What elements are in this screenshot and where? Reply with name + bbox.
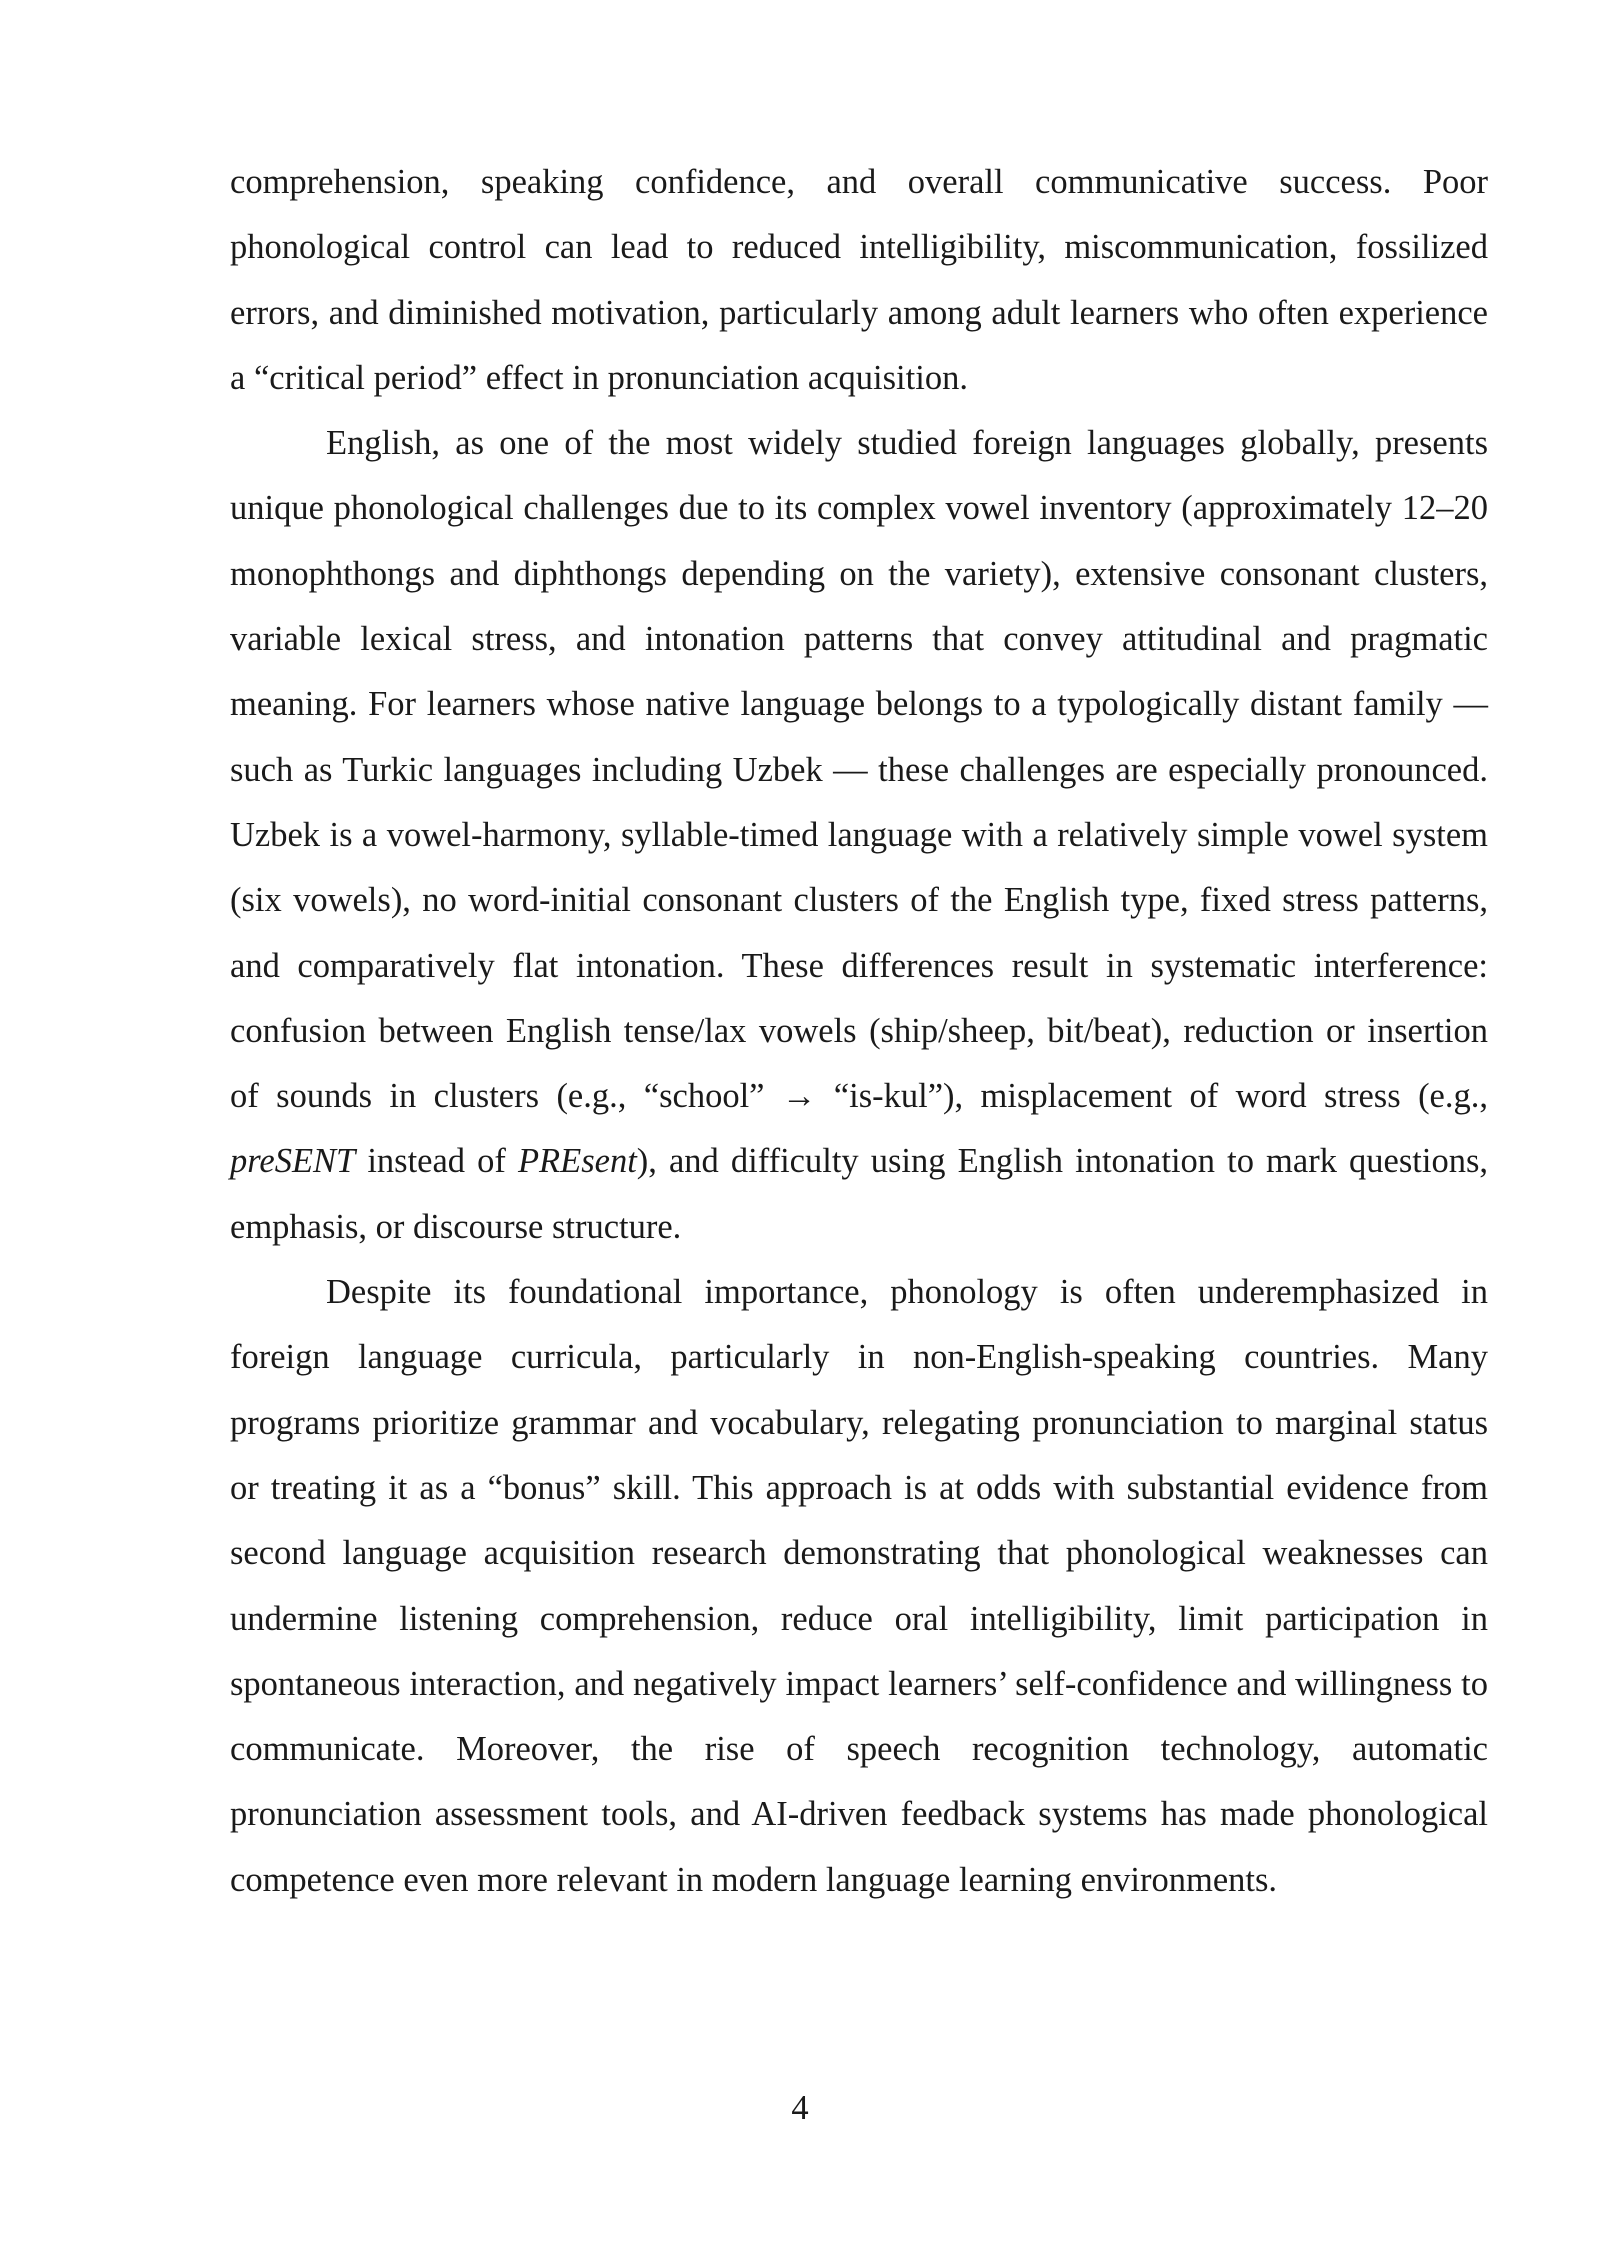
paragraph-2-text-c: ), and difficulty using English intonation to mark questions, emphasis, or discourse structure.: [230, 1142, 1488, 1246]
paragraph-2-text-b: instead of: [355, 1142, 518, 1181]
paragraph-1-text: comprehension, speaking confidence, and overall communicative success. Poor phonological control can lead to reduced intelligibility, miscommunication, fossilized errors, and diminished motivation, particularly among adult learners who often experience a “critical period” effect in pronunciation acquisition.: [230, 163, 1488, 397]
italic-term-present-verb: preSENT: [230, 1142, 356, 1181]
paragraph-2-text-a: English, as one of the most widely studied foreign languages globally, presents unique phonological challenges due to its complex vowel inventory (approximately 12–20 monophthongs and diphthongs depending on the variety), extensive consonant clusters, variable lexical stress, and intonation patterns that convey attitudinal and pragmatic meaning. For learners whose native language belongs to a typologically distant family — such as Turkic languages including Uzbek — these challenges are especially pronounced. Uzbek is a vowel-harmony, syllable-timed language with a relatively simple vowel system (six vowels), no word-initial consonant clusters of the English type, fixed stress patterns, and comparatively flat intonation. These differences result in systematic interference: confusion between English tense/lax vowels (ship/sheep, bit/beat), reduction or insertion of sounds in clusters (e.g., “school” → “is-kul”), misplacement of word stress (e.g.,: [230, 424, 1488, 1116]
body-text: [230, 150, 1488, 1913]
paragraph-3-text: Despite its foundational importance, phonology is often underemphasized in foreign language curricula, particularly in non-English-speaking countries. Many programs prioritize grammar and vocabulary, relegating pronunciation to marginal status or treating it as a “bonus” skill. This approach is at odds with substantial evidence from second language acquisition research demonstrating that phonological weaknesses can undermine listening comprehension, reduce oral intelligibility, limit participation in spontaneous interaction, and negatively impact learners’ self-confidence and willingness to communicate. Moreover, the rise of speech recognition technology, automatic pronunciation assessment tools, and AI-driven feedback systems has made phonological competence even more relevant in modern language learning environments.: [230, 1273, 1488, 1899]
italic-term-present-noun: PREsent: [517, 1142, 637, 1181]
paragraph-1: [230, 150, 1488, 411]
paragraph-2: [230, 411, 1488, 1260]
paragraph-3: [230, 1260, 1488, 1913]
page-number: 4: [791, 2089, 809, 2127]
